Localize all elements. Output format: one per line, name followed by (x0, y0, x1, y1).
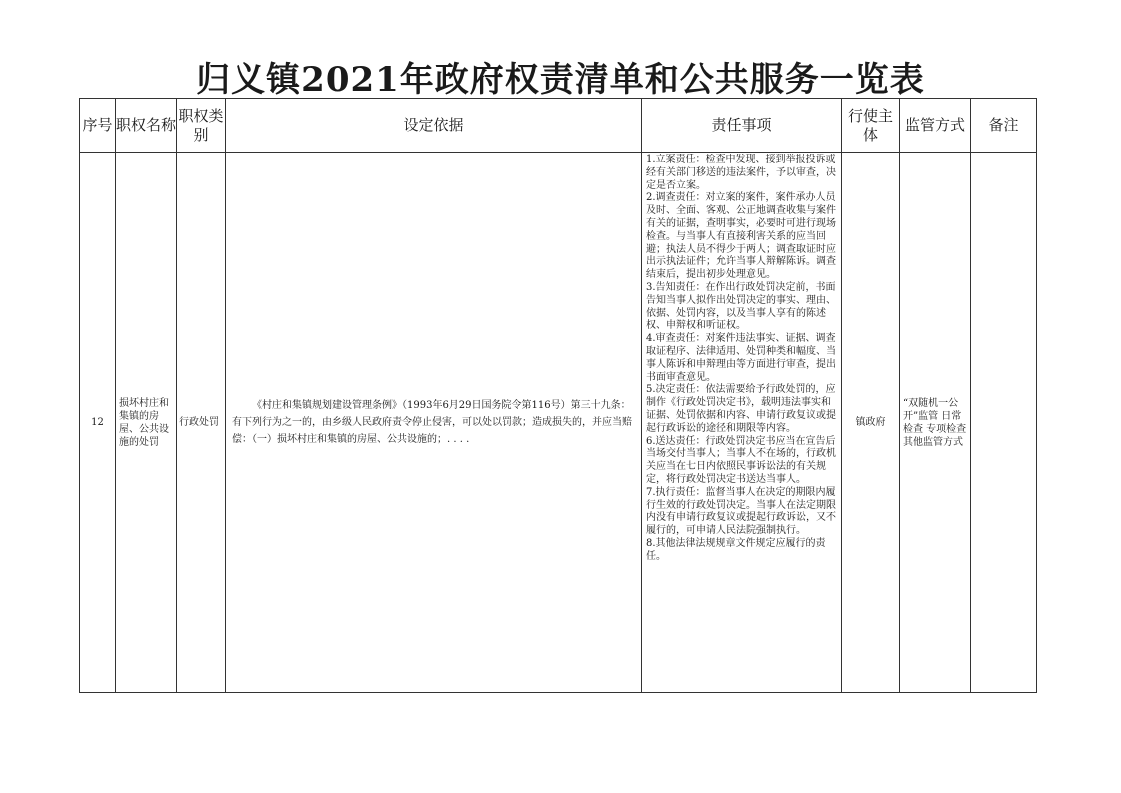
cell-responsibility (642, 153, 842, 693)
header-supervision: 监管方式 (900, 99, 971, 153)
authority-table (79, 98, 1037, 693)
cell-type: 行政处罚 (177, 153, 226, 693)
responsibility-item: 3.告知责任：在作出行政处罚决定前，书面告知当事人拟作出处罚决定的事实、理由、依据、处罚内容，以及当事人享有的陈述权、申辩权和听证权。 (646, 281, 836, 332)
header-body: 行使主体 (842, 99, 900, 153)
cell-name: 损坏村庄和集镇的房屋、公共设施的处罚 (116, 153, 177, 693)
table-header-row (80, 99, 1037, 153)
cell-basis: 《村庄和集镇规划建设管理条例》（1993年6月29日国务院令第116号）第三十九条：有下列行为之一的，由乡级人民政府责令停止侵害，可以处以罚款；造成损失的，并应当赔偿：（一）损坏村庄和集镇的房屋、公共设施的；. . . . (226, 153, 642, 693)
cell-supervision: “双随机一公开”监管 日常检查 专项检查 其他监管方式 (900, 153, 971, 693)
header-name: 职权名称 (116, 99, 177, 153)
table-row (80, 153, 1037, 693)
header-remarks: 备注 (971, 99, 1037, 153)
page-title: 归义镇2021年政府权责清单和公共服务一览表 (196, 60, 925, 100)
responsibility-item: 2.调查责任：对立案的案件，案件承办人员及时、全面、客观、公正地调查收集与案件有关的证据，查明事实，必要时可进行现场检查。与当事人有直接利害关系的应当回避；执法人员不得少于两人；调查取证时应出示执法证件；允许当事人辩解陈诉。调查结束后，提出初步处理意见。 (646, 192, 836, 281)
header-responsibility: 责任事项 (642, 99, 842, 153)
cell-seq: 12 (80, 153, 116, 693)
header-type: 职权类别 (177, 99, 226, 153)
header-seq: 序号 (80, 99, 116, 153)
responsibility-item: 5.决定责任：依法需要给予行政处罚的，应制作《行政处罚决定书》，载明违法事实和证据、处罚依据和内容、申请行政复议或提起行政诉讼的途径和期限等内容。 (646, 384, 836, 434)
responsibility-item: 4.审查责任：对案件违法事实、证据、调查取证程序、法律适用、处罚种类和幅度、当事人陈诉和申辩理由等方面进行审查，提出书面审查意见。 (646, 333, 836, 383)
responsibility-item: 6.送达责任：行政处罚决定书应当在宣告后当场交付当事人；当事人不在场的，行政机关应当在七日内依照民事诉讼法的有关规定，将行政处罚决定书送达当事人。 (646, 435, 836, 485)
cell-body: 镇政府 (842, 153, 900, 693)
responsibility-item: 8.其他法律法规规章文件规定应履行的责任。 (646, 537, 826, 562)
cell-remarks (971, 153, 1037, 693)
responsibility-item: 1.立案责任：检查中发现、接到举报投诉或经有关部门移送的违法案件，予以审查，决定是否立案。 (646, 154, 836, 191)
responsibility-list (646, 154, 838, 691)
header-basis: 设定依据 (226, 99, 642, 153)
responsibility-item: 7.执行责任：监督当事人在决定的期限内履行生效的行政处罚决定。当事人在法定期限内没有申请行政复议或提起行政诉讼，又不履行的，可申请人民法院强制执行。 (646, 486, 836, 537)
